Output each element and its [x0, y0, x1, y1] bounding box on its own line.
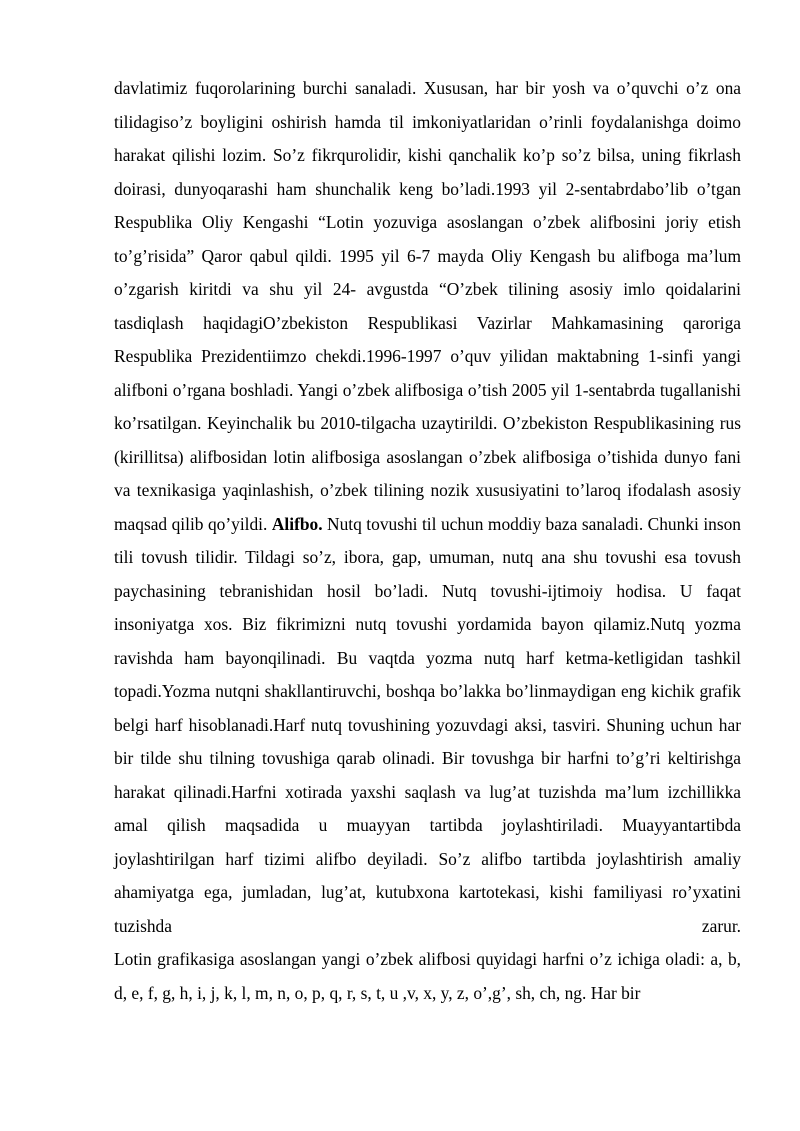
body-text [114, 72, 741, 1010]
paragraph-1 [114, 72, 741, 943]
paragraph-1-part-2: Nutq tovushi til uchun moddiy baza sanaladi. Chunki inson tili tovush tilidir. Tildagi so’z, ibora, gap, umuman, nutq ana shu tovushi esa tovush paychasining tebranishidan hosil bo’ladi. Nutq tovushi-ijtimoiy hodisa. U faqat insoniyatga xos. Biz fikrimizni nutq tovushi yordamida bayon qilamiz.Nutq yozma ravishda ham bayonqilinadi. Bu vaqtda yozma nutq harf ketma-ketligidan tashkil topadi.Yozma nutqni shakllantiruvchi, boshqa bo’lakka bo’linmaydigan eng kichik grafik belgi harf hisoblanadi.Harf nutq tovushining yozuvdagi aksi, tasviri. Shuning uchun har bir tilde shu tilning tovushiga qarab olinadi. Bir tovushga bir harfni to’g’ri keltirishga harakat qilinadi.Harfni xotirada yaxshi saqlash va lug’at tuzishda ma’lum izchillikka amal qilish maqsadida u muayyan tartibda joylashtiriladi. Muayyantartibda joylashtirilgan harf tizimi alifbo deyiladi. So’z alifbo tartibda joylashtirish amaliy ahamiyatga ega, jumladan, lug’at, kutubxona kartotekasi, kishi familiyasi ro’yxatini tuzishda zarur. [114, 513, 742, 936]
paragraph-1-part-1: davlatimiz fuqorolarining burchi sanaladi. Xususan, har bir yosh va o’quvchi o’z ona tilidagiso’z boyligini oshirish hamda til imkoniyatlaridan o’rinli foydalanishga doimo harakat qilishi lozim. So’z fikrqurolidir, kishi qanchalik ko’p so’z bilsa, uning fikrlash doirasi, dunyoqarashi ham shunchalik keng bo’ladi.1993 yil 2-sentabrdabo’lib o’tgan Respublika Oliy Kengashi “Lotin yozuviga asoslangan o’zbek alifbosini joriy etish to’g’risida” Qaror qabul qildi. 1995 yil 6-7 mayda Oliy Kengash bu alifboga ma’lum o’zgarish kiritdi va shu yil 24- avgustda “O’zbek tilining asosiy imlo qoidalarini tasdiqlash haqidagiO’zbekiston Respublikasi Vazirlar Mahkamasining qaroriga Respublika Prezidentiimzo chekdi.1996-1997 o’quv yilidan maktabning 1-sinfi yangi alifboni o’rgana boshladi. Yangi o’zbek alifbosiga o’tish 2005 yil 1-sentabrda tugallanishi ko’rsatilgan. Keyinchalik bu 2010-tilgacha uzaytirildi. O’zbekiston Respublikasining rus (kirillitsa) alifbosidan lotin alifbosiga asoslangan o’zbek alifbosiga o’tishida dunyo fani va texnikasiga yaqinlashish, o’zbek tilining nozik xususiyatini to’laroq ifodalash asosiy maqsad qilib qo’yildi. [114, 78, 741, 534]
paragraph-2: Lotin grafikasiga asoslangan yangi o’zbek alifbosi quyidagi harfni o’z ichiga oladi: a, b, d, e, f, g, h, i, j, k, l, m, n, o, p, q, r, s, t, u ,v, x, y, z, o’,g’, sh, ch, ng. Har bir [114, 949, 741, 1003]
term-alifbo: Alifbo. [271, 513, 323, 534]
